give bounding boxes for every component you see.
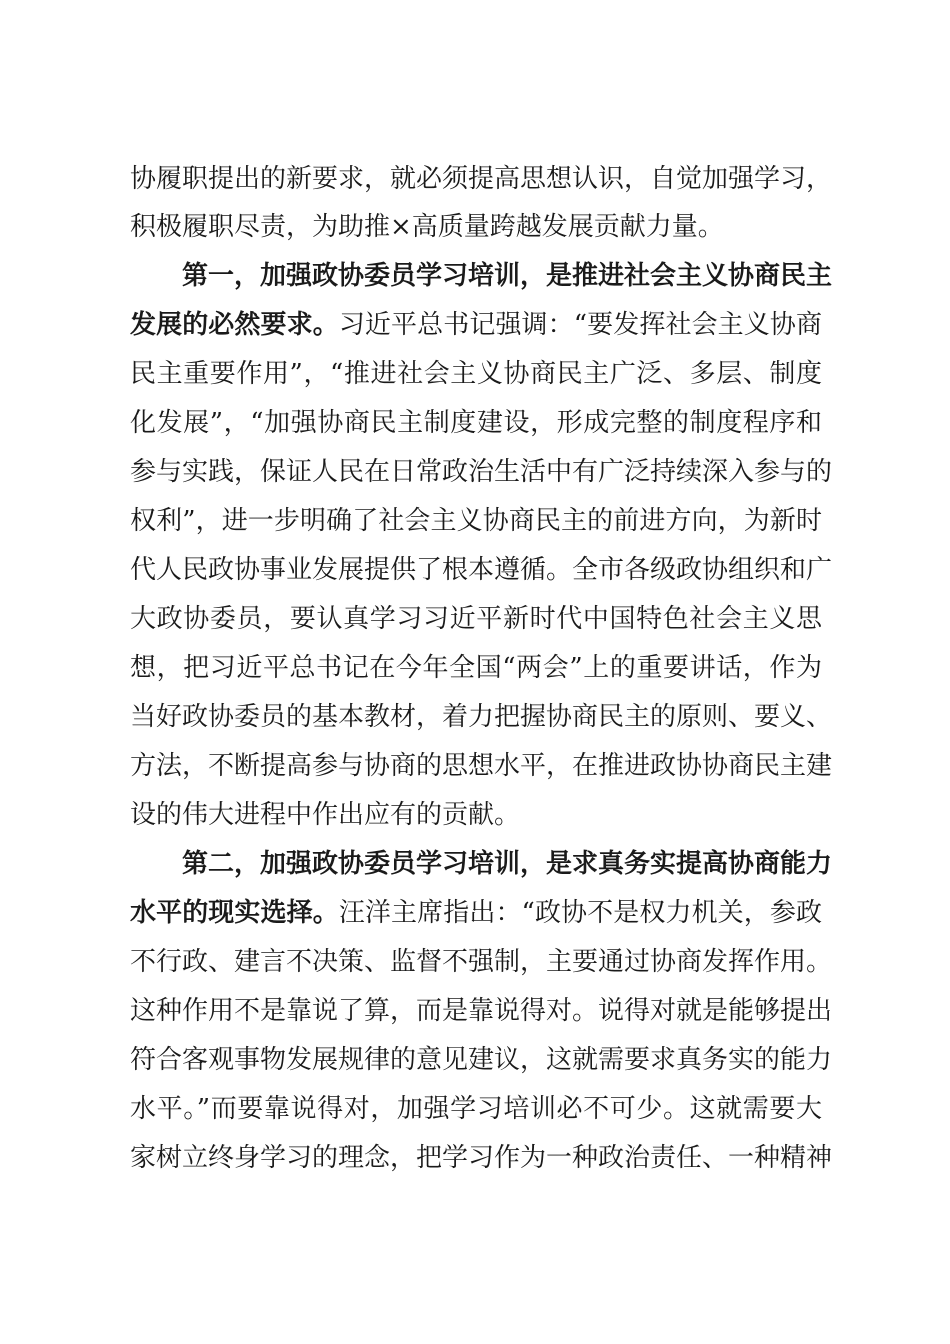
text-line: 协履职提出的新要求，就必须提高思想认识，自觉加强学习， (130, 164, 833, 194)
text-line: 家树立终身学习的理念，把学习作为一种政治责任、一种精神 (130, 1143, 833, 1173)
text-segment: 习近平总书记强调：“要发挥社会主义协商 (338, 310, 822, 340)
heading-tail: 发展的必然要求。 (130, 310, 339, 340)
paragraph-heading: 第二，加强政协委员学习培训，是求真务实提高协商能力 (182, 849, 833, 879)
text-line: 当好政协委员的基本教材，着力把握协商民主的原则、要义、 (130, 702, 833, 732)
text-line: 不行政、建言不决策、监督不强制，主要通过协商发挥作用。 (130, 947, 833, 977)
text-line: 权利”，进一步明确了社会主义协商民主的前进方向，为新时 (130, 506, 822, 536)
text-line (130, 896, 822, 930)
text-line: 想，把习近平总书记在今年全国“两会”上的重要讲话，作为 (130, 653, 822, 683)
text-line: 民主重要作用”，“推进社会主义协商民主广泛、多层、制度 (130, 359, 822, 389)
text-line: 化发展”，“加强协商民主制度建设，形成完整的制度程序和 (130, 408, 822, 438)
paragraph-heading: 第一，加强政协委员学习培训，是推进社会主义协商民主 (182, 261, 833, 291)
text-line: 代人民政协事业发展提供了根本遵循。全市各级政协组织和广 (130, 555, 833, 585)
text-line: 参与实践，保证人民在日常政治生活中有广泛持续深入参与的 (130, 457, 833, 487)
text-line: 方法，不断提高参与协商的思想水平，在推进政协协商民主建 (130, 751, 833, 781)
text-line: 设的伟大进程中作出应有的贡献。 (130, 800, 521, 830)
heading-tail: 水平的现实选择。 (130, 898, 339, 928)
text-line (130, 308, 822, 342)
text-line: 积极履职尽责，为助推×高质量跨越发展贡献力量。 (130, 212, 724, 242)
text-line: 大政协委员，要认真学习习近平新时代中国特色社会主义思 (130, 604, 822, 634)
text-line: 符合客观事物发展规律的意见建议，这就需要求真务实的能力 (130, 1045, 833, 1075)
text-line: 水平。”而要靠说得对，加强学习培训必不可少。这就需要大 (130, 1094, 822, 1124)
text-segment: 汪洋主席指出：“政协不是权力机关，参政 (338, 898, 822, 928)
text-line: 这种作用不是靠说了算，而是靠说得对。说得对就是能够提出 (130, 996, 833, 1026)
